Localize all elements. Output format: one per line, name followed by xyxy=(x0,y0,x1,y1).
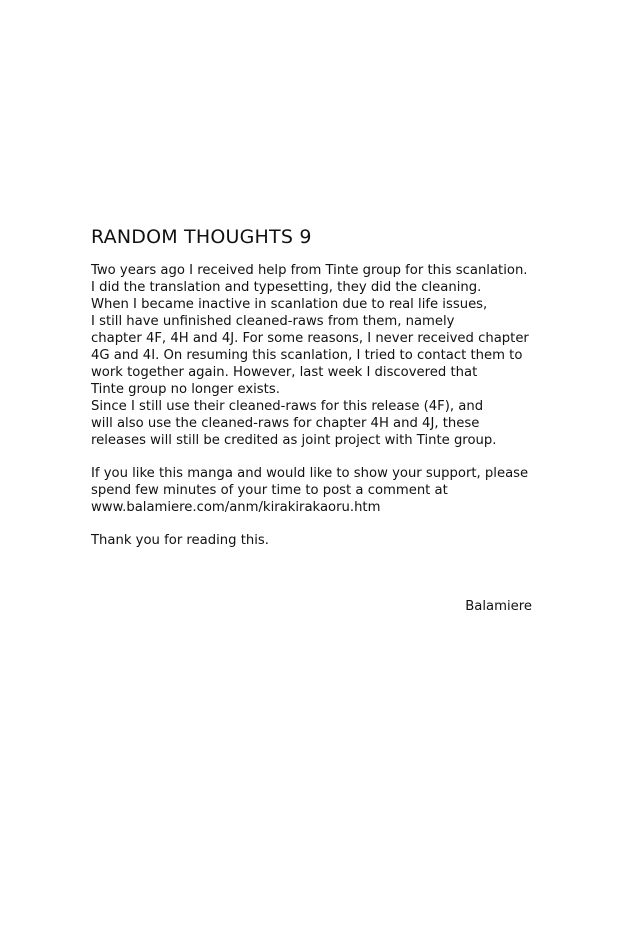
paragraph-line: releases will still be credited as joint project with Tinte group. xyxy=(91,433,497,448)
paragraph-line: When I became inactive in scanlation due to real life issues, xyxy=(91,297,488,312)
paragraph-support-request xyxy=(91,465,551,516)
paragraph-line: I did the translation and typesetting, they did the cleaning. xyxy=(91,280,482,295)
paragraph-line: chapter 4F, 4H and 4J. For some reasons, I never received chapter xyxy=(91,331,529,346)
paragraph-line: I still have unfinished cleaned-raws from them, namely xyxy=(91,314,455,329)
page-title: RANDOM THOUGHTS 9 xyxy=(91,226,312,248)
website-url-text: www.balamiere.com/anm/kirakirakaoru.htm xyxy=(91,500,381,515)
paragraph-line: Since I still use their cleaned-raws for this release (4F), and xyxy=(91,399,484,414)
paragraph-line: work together again. However, last week I discovered that xyxy=(91,365,478,380)
paragraph-line: Thank you for reading this. xyxy=(91,533,269,548)
paragraph-line: will also use the cleaned-raws for chapter 4H and 4J, these xyxy=(91,416,480,431)
paragraph-scanlation-history xyxy=(91,262,551,449)
paragraph-line: spend few minutes of your time to post a comment at xyxy=(91,483,448,498)
paragraph-line: If you like this manga and would like to show your support, please xyxy=(91,466,529,481)
author-signature: Balamiere xyxy=(465,599,532,614)
paragraph-line: 4G and 4I. On resuming this scanlation, I tried to contact them to xyxy=(91,348,523,363)
paragraph-thanks xyxy=(91,532,551,549)
paragraph-line: Tinte group no longer exists. xyxy=(91,382,280,397)
paragraph-line: Two years ago I received help from Tinte group for this scanlation. xyxy=(91,263,528,278)
